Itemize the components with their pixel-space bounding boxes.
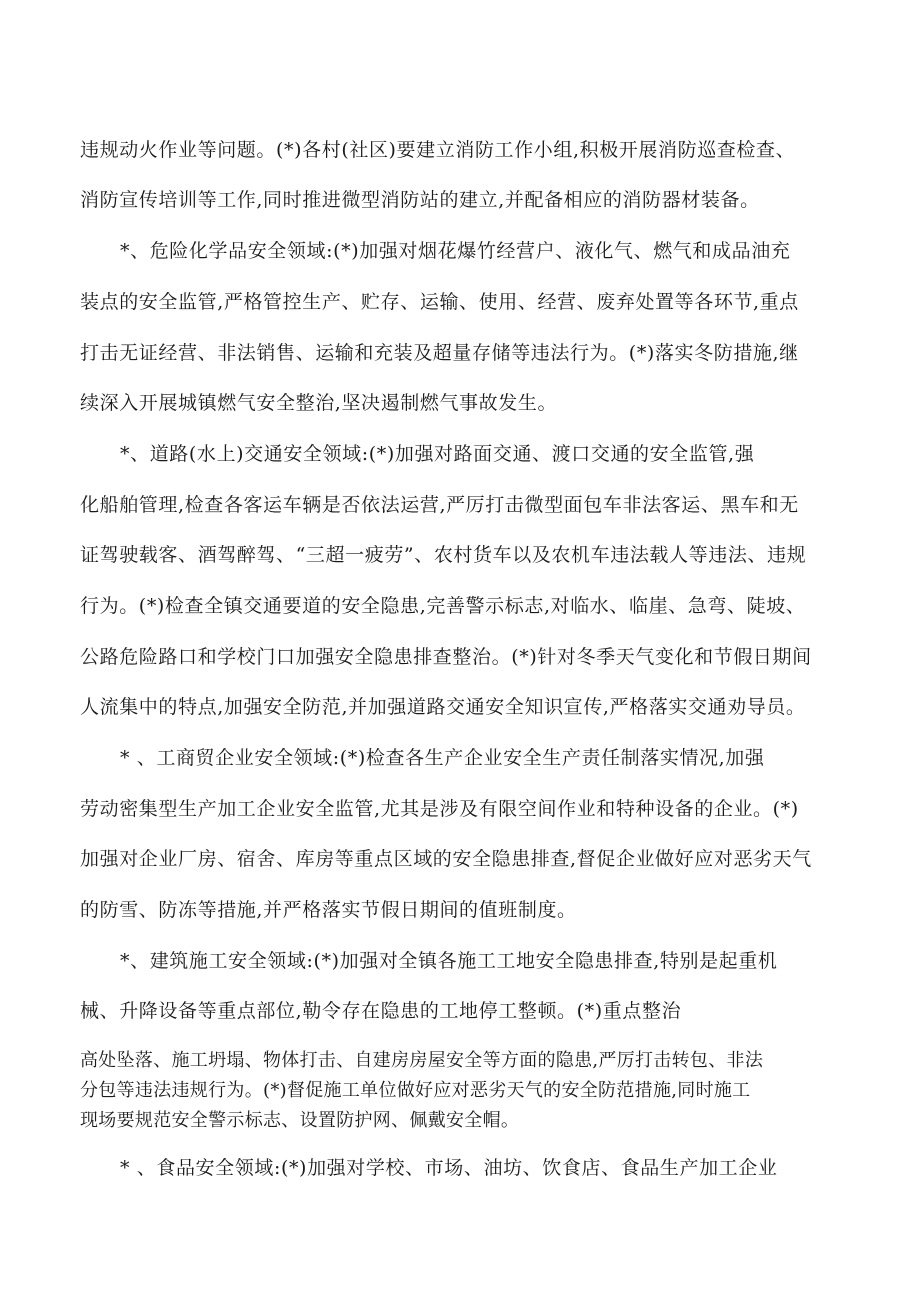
paragraph-start-road-traffic: *、道路(水上)交通安全领域:(*)加强对路面交通、渡口交通的安全监管,强 (120, 443, 755, 465)
text-line: 分包等违法违规行为。(*)督促施工单位做好应对恶劣天气的安全防范措施,同时施工 (80, 1080, 751, 1101)
paragraph-start-construction: *、建筑施工安全领域:(*)加强对全镇各施工工地安全隐患排查,特别是起重机 (120, 950, 778, 972)
text-line: 打击无证经营、非法销售、运输和充装及超量存储等违法行为。(*)落实冬防措施,继 (80, 342, 799, 364)
text-line: 械、升降设备等重点部位,勒令存在隐患的工地停工整顿。(*)重点整治 (80, 1000, 682, 1022)
text-line: 装点的安全监管,严格管控生产、贮存、运输、使用、经营、废弃处置等各环节,重点 (80, 291, 799, 313)
text-line: 化船舶管理,检查各客运车辆是否依法运营,严厉打击微型面包车非法客运、黑车和无 (80, 494, 799, 516)
text-line: 的防雪、防冻等措施,并严格落实节假日期间的值班制度。 (80, 899, 577, 921)
text-line: 公路危险路口和学校门口加强安全隐患排查整治。(*)针对冬季天气变化和节假日期间 (80, 646, 812, 668)
text-line: 现场要规范安全警示标志、设置防护网、佩戴安全帽。 (80, 1110, 520, 1131)
text-line: 消防宣传培训等工作,同时推进微型消防站的建立,并配备相应的消防器材装备。 (80, 189, 760, 211)
text-line: 高处坠落、施工坍塌、物体打击、自建房房屋安全等方面的隐患,严厉打击转包、非法 (80, 1050, 764, 1071)
text-line: 劳动密集型生产加工企业安全监管,尤其是涉及有限空间作业和特种设备的企业。(*) (80, 798, 799, 820)
text-line: 加强对企业厂房、宿舍、库房等重点区域的安全隐患排查,督促企业做好应对恶劣天气 (80, 848, 812, 870)
text-line: 续深入开展城镇燃气安全整治,坚决遏制燃气事故发生。 (80, 392, 558, 414)
paragraph-start-hazardous-chemicals: *、危险化学品安全领域:(*)加强对烟花爆竹经营户、液化气、燃气和成品油充 (120, 240, 791, 262)
text-line: 违规动火作业等问题。(*)各村(社区)要建立消防工作小组,积极开展消防巡查检查、 (80, 139, 796, 161)
paragraph-start-food-safety: * 、食品安全领域:(*)加强对学校、市场、油坊、饮食店、食品生产加工企业 (120, 1157, 778, 1179)
text-line: 行为。(*)检查全镇交通要道的安全隐患,完善警示标志,对临水、临崖、急弯、陡坡、 (80, 595, 806, 617)
text-line: 人流集中的特点,加强安全防范,并加强道路交通安全知识宣传,严格落实交通劝导员。 (80, 696, 806, 718)
text-line: 证驾驶载客、酒驾醉驾、“三超一疲劳”、农村货车以及农机车违法载人等违法、违规 (80, 544, 807, 566)
paragraph-start-industry-trade: * 、工商贸企业安全领域:(*)检查各生产企业安全生产责任制落实情况,加强 (120, 747, 765, 769)
